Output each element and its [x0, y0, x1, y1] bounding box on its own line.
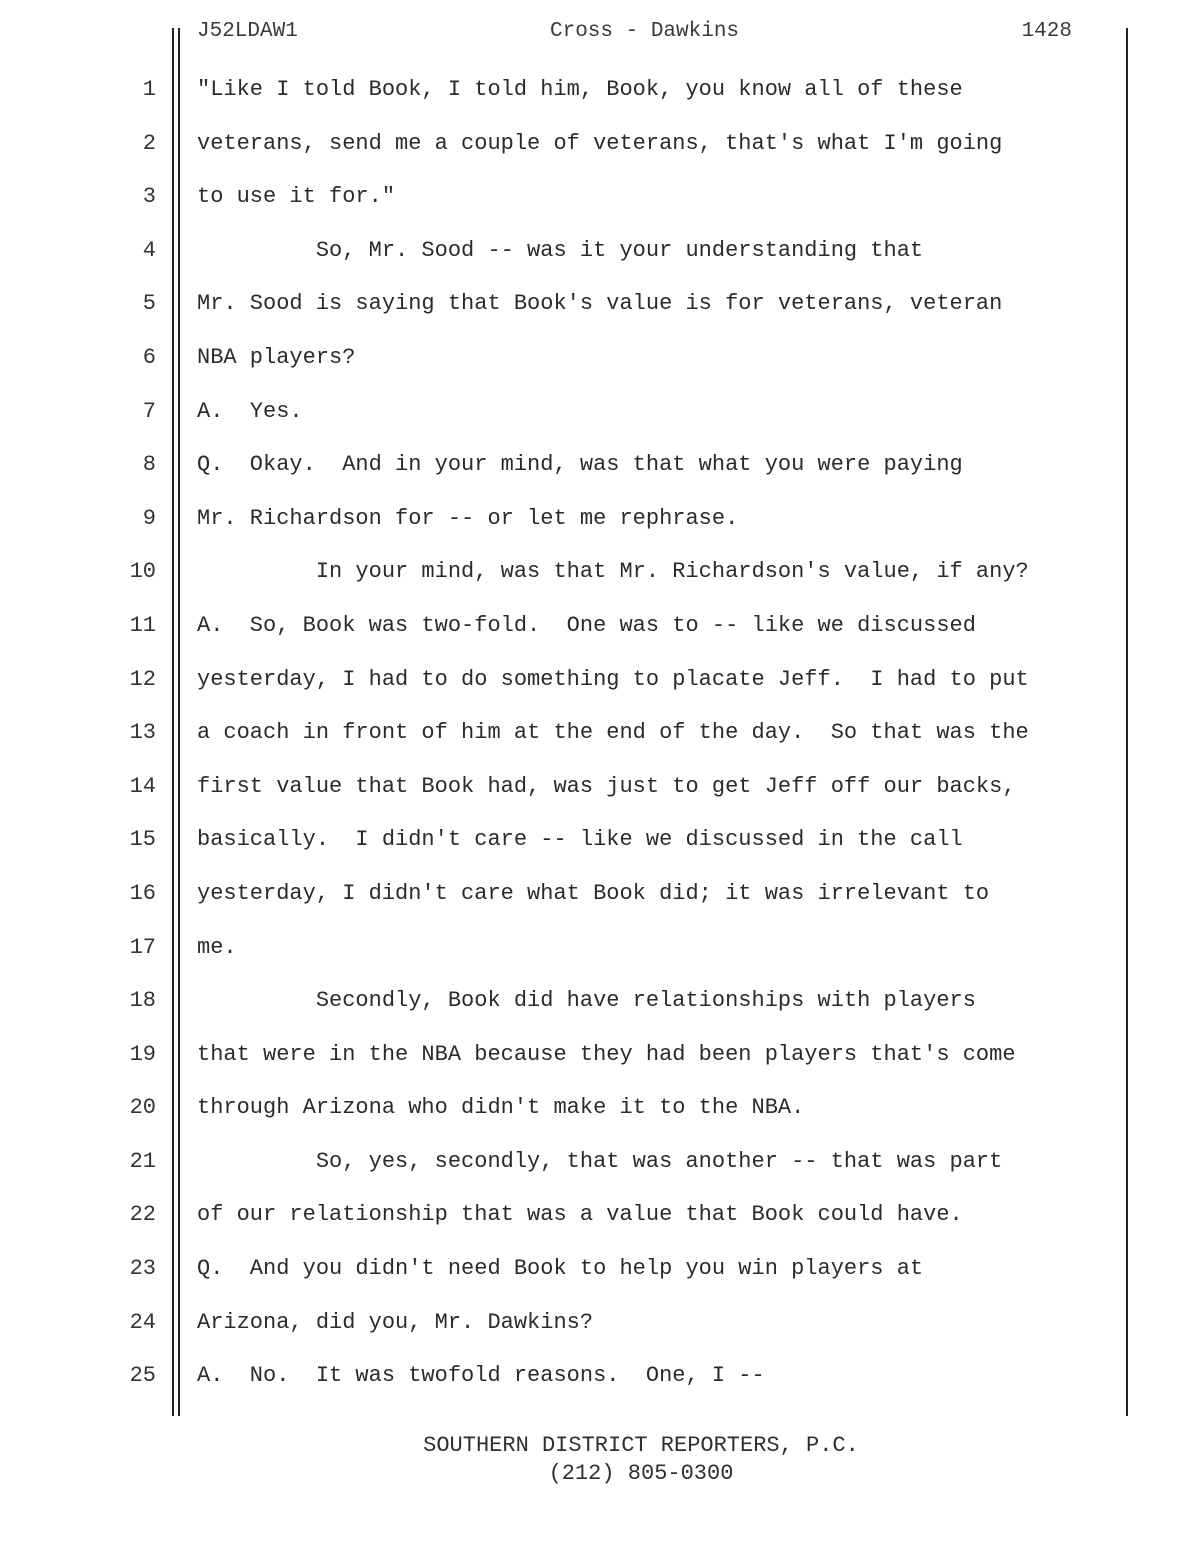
transcript-line — [0, 395, 1200, 449]
line-number: 9 — [142, 505, 156, 531]
transcript-line — [0, 341, 1200, 395]
section-title: Cross - Dawkins — [550, 20, 740, 43]
transcript-line — [0, 877, 1200, 931]
line-number: 16 — [129, 880, 156, 906]
transcript-line — [0, 1038, 1200, 1092]
line-text: Q. And you didn't need Book to help you win players at — [197, 1256, 924, 1282]
transcript-line — [0, 127, 1200, 181]
transcript-line — [0, 984, 1200, 1038]
line-text: A. So, Book was two-fold. One was to -- like we discussed — [197, 612, 976, 638]
transcript-line — [0, 1198, 1200, 1252]
line-text: through Arizona who didn't make it to the NBA. — [197, 1095, 805, 1121]
page-footer — [0, 1432, 1200, 1488]
line-number: 15 — [129, 827, 156, 853]
line-text: to use it for." — [197, 184, 396, 210]
line-text: "Like I told Book, I told him, Book, you know all of these — [197, 77, 963, 102]
line-number: 7 — [142, 398, 156, 424]
line-text: A. No. It was twofold reasons. One, I -- — [197, 1363, 765, 1389]
line-text: Mr. Richardson for -- or let me rephrase. — [197, 505, 739, 531]
line-number: 17 — [129, 934, 156, 960]
line-number: 6 — [142, 344, 156, 370]
line-text: A. Yes. — [197, 398, 303, 424]
transcript-line — [0, 1359, 1200, 1413]
transcript-line — [0, 448, 1200, 502]
line-text: So, Mr. Sood -- was it your understanding that — [197, 237, 924, 263]
transcript-line — [0, 931, 1200, 985]
line-text: yesterday, I didn't care what Book did; it was irrelevant to — [197, 880, 990, 906]
transcript-line — [0, 234, 1200, 288]
line-text: Secondly, Book did have relationships with players — [197, 988, 976, 1014]
transcript-line — [0, 287, 1200, 341]
line-text: yesterday, I had to do something to placate Jeff. I had to put — [197, 666, 1029, 692]
transcript-line — [0, 73, 1200, 127]
transcript-line — [0, 823, 1200, 877]
line-text: Arizona, did you, Mr. Dawkins? — [197, 1309, 594, 1335]
line-text: me. — [197, 934, 237, 960]
line-text: NBA players? — [197, 344, 356, 370]
line-number: 8 — [142, 452, 156, 478]
line-number: 10 — [129, 559, 156, 585]
line-text: a coach in front of him at the end of the day. So that was the — [197, 720, 1029, 746]
line-text: Mr. Sood is saying that Book's value is for veterans, veteran — [197, 291, 1003, 317]
transcript-lines — [0, 73, 1200, 1413]
line-text: that were in the NBA because they had been players that's come — [197, 1041, 1016, 1067]
line-text: of our relationship that was a value that Book could have. — [197, 1202, 963, 1228]
case-id: J52LDAW1 — [197, 20, 298, 43]
line-number: 14 — [129, 773, 156, 799]
transcript-line — [0, 555, 1200, 609]
page-header — [197, 20, 1072, 50]
transcript-line — [0, 609, 1200, 663]
transcript-line — [0, 1306, 1200, 1360]
line-text: first value that Book had, was just to get Jeff off our backs, — [197, 773, 1016, 799]
reporter-name: SOUTHERN DISTRICT REPORTERS, P.C. — [423, 1433, 859, 1458]
reporter-phone: (212) 805-0300 — [548, 1461, 734, 1486]
line-text: So, yes, secondly, that was another -- that was part — [197, 1148, 1003, 1174]
line-number: 19 — [129, 1041, 156, 1067]
line-number: 11 — [129, 612, 156, 638]
transcript-line — [0, 663, 1200, 717]
line-number: 25 — [129, 1363, 156, 1389]
line-number: 22 — [129, 1202, 156, 1228]
page-number: 1428 — [1021, 20, 1072, 43]
line-text: veterans, send me a couple of veterans, that's what I'm going — [197, 130, 1003, 156]
transcript-line — [0, 180, 1200, 234]
transcript-line — [0, 716, 1200, 770]
line-number: 3 — [142, 184, 156, 210]
transcript-line — [0, 1091, 1200, 1145]
transcript-line — [0, 502, 1200, 556]
line-number: 21 — [129, 1148, 156, 1174]
line-number: 12 — [129, 666, 156, 692]
line-number: 24 — [129, 1309, 156, 1335]
transcript-line — [0, 770, 1200, 824]
line-text: basically. I didn't care -- like we discussed in the call — [197, 827, 963, 853]
line-text: Q. Okay. And in your mind, was that what you were paying — [197, 452, 963, 478]
transcript-line — [0, 1145, 1200, 1199]
line-number: 20 — [129, 1095, 156, 1121]
line-text: In your mind, was that Mr. Richardson's value, if any? — [197, 559, 1029, 585]
line-number: 13 — [129, 720, 156, 746]
line-number: 4 — [142, 237, 156, 263]
line-number: 23 — [129, 1256, 156, 1282]
line-number: 1 — [142, 77, 156, 102]
line-number: 18 — [129, 988, 156, 1014]
line-number: 5 — [142, 291, 156, 317]
line-number: 2 — [142, 130, 156, 156]
transcript-line — [0, 1252, 1200, 1306]
